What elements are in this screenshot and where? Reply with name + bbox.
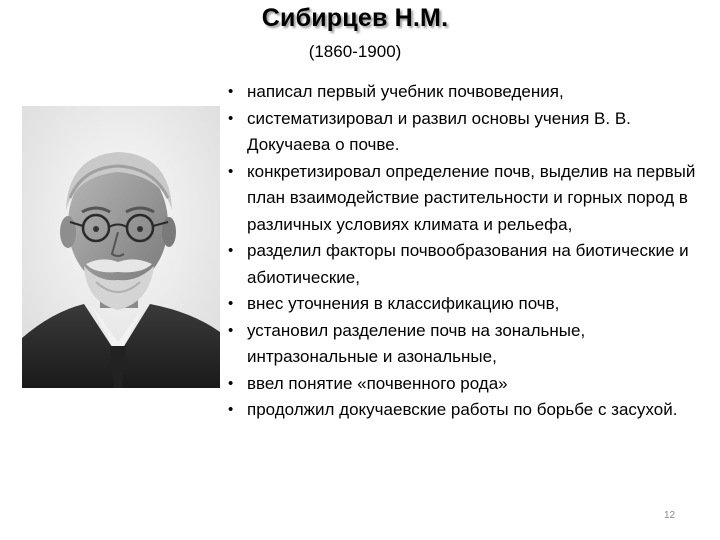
bullet-icon: • [228,162,234,180]
bullet-text: продолжил докучаевские работы по борьбе с засухой. [247,400,678,419]
bullet-icon: • [228,401,234,418]
bullet-icon: • [228,109,234,127]
bullet-text: ввел понятие «почвенного рода» [247,373,508,393]
portrait-photo [22,106,220,388]
bullet-text: систематизировал и развил основы учения В. В. Докучаева о почве. [247,108,631,154]
bullet-text: установил разделение почв на зональные, интразональные и азональные, [247,320,586,366]
bullet-text: написал первый учебник почвоведения, [247,82,564,101]
bullet-text: внес уточнения в классификацию почв, [247,294,560,313]
bullet-icon: • [228,374,234,392]
list-item [226,318,716,371]
bullet-list [226,79,716,424]
slide-title: Сибирцев Н.М. [261,4,449,32]
list-item [226,159,716,239]
list-item [226,238,716,291]
bullet-text: конкретизировал определение почв, выделив на первый план взаимодействие растительности и горных пород в различных условиях климата и рельефа, [247,161,696,234]
bullet-icon: • [228,321,234,339]
bullet-icon: • [228,83,234,100]
list-item [226,79,716,106]
list-item [226,371,716,398]
bullet-icon: • [228,242,234,259]
list-item [226,106,716,159]
bullet-icon: • [228,295,234,312]
slide-subtitle-years: (1860-1900) [308,42,402,61]
page-number: 12 [664,510,676,521]
bullet-text: разделил факторы почвообразования на биотические и абиотические, [247,241,689,287]
list-item [226,397,716,424]
list-item [226,291,716,318]
